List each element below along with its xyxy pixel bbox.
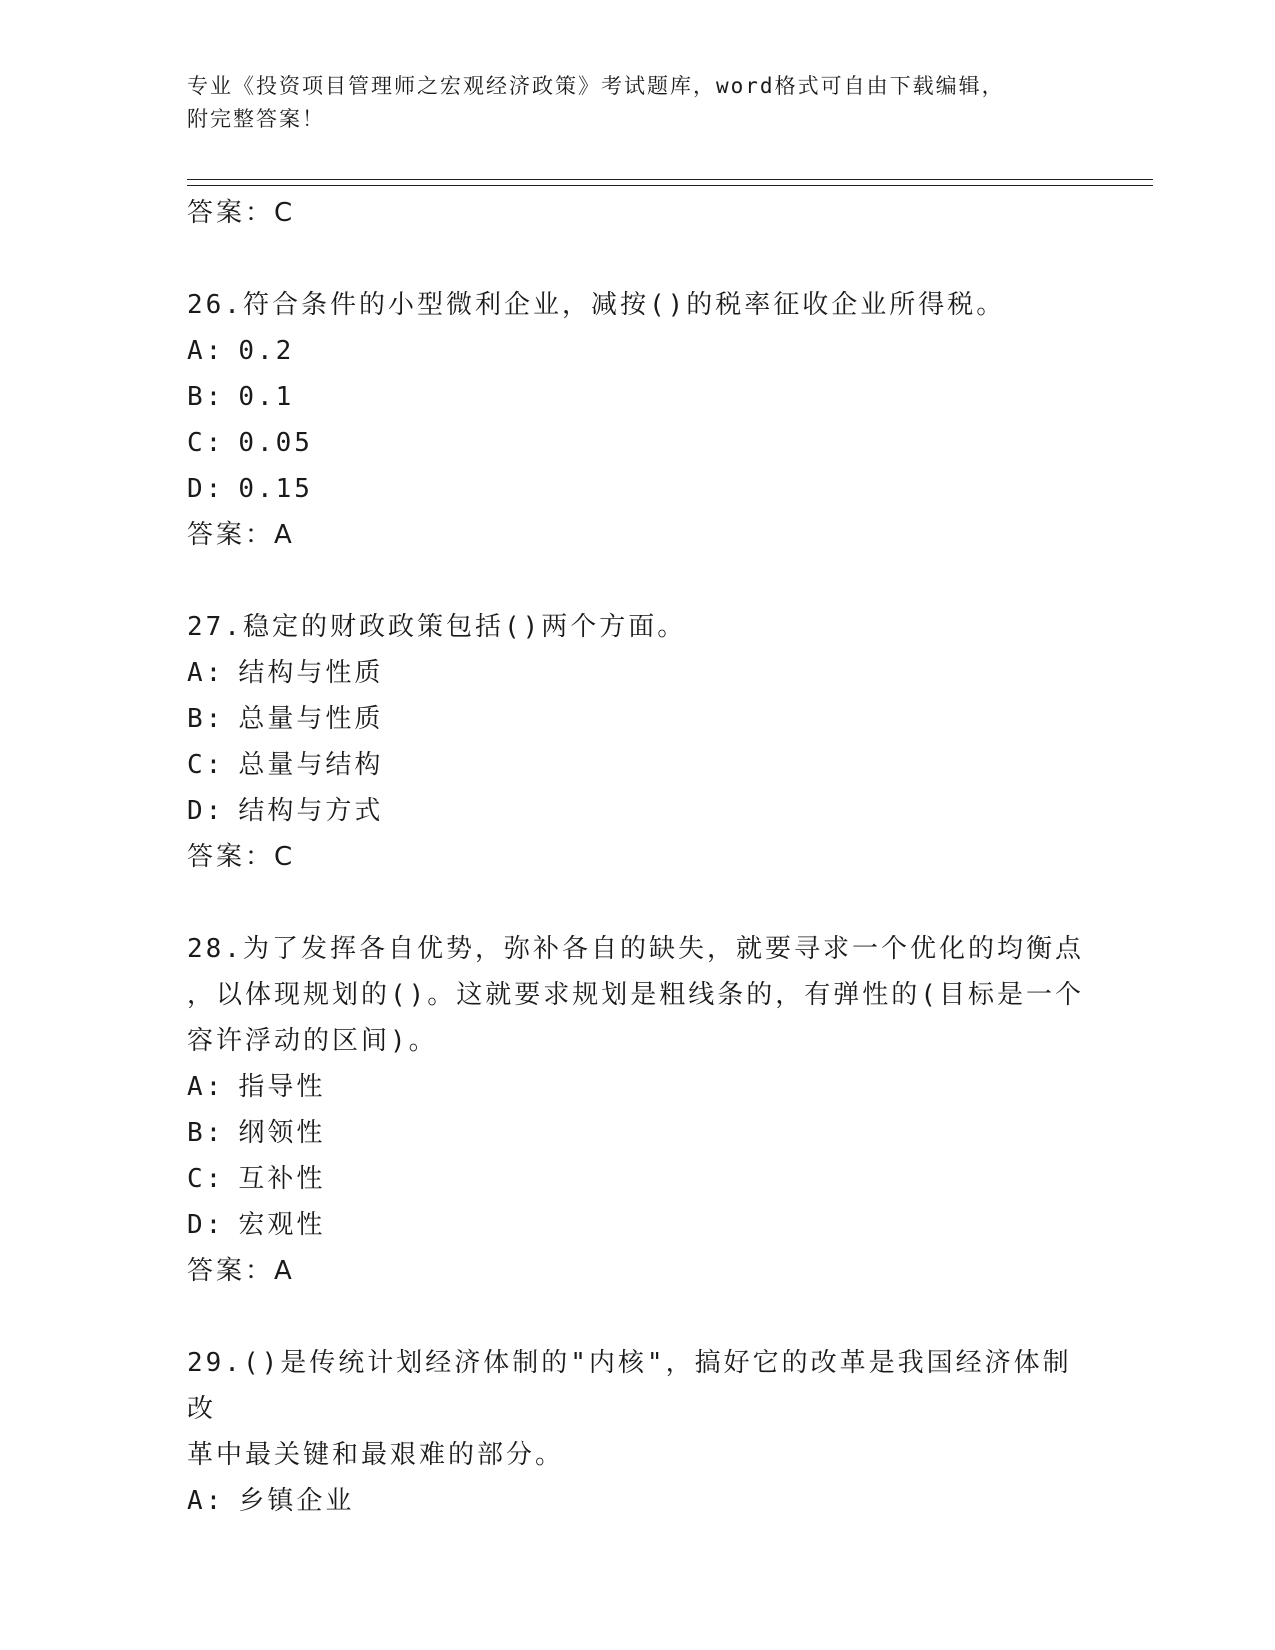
option-letter: D: (187, 1210, 225, 1240)
question-stem-line: 28.为了发挥各自优势，弥补各自的缺失，就要寻求一个优化的均衡点 (187, 934, 1084, 964)
option-d (187, 1202, 1087, 1248)
answer-line: 答案：A (187, 1256, 295, 1286)
option-text: 0.15 (238, 474, 313, 504)
question-stem-line: 容许浮动的区间)。 (187, 1026, 438, 1056)
option-c (187, 1156, 1087, 1202)
question-28 (187, 926, 1087, 1294)
question-29 (187, 1340, 1087, 1524)
option-a (187, 650, 1087, 696)
option-text: 总量与结构 (238, 750, 384, 780)
question-26 (187, 282, 1087, 558)
option-letter: D: (187, 796, 225, 826)
option-letter: B: (187, 1118, 225, 1148)
header-divider (187, 179, 1153, 186)
header-line-2: 附完整答案！ (187, 107, 325, 131)
option-letter: D: (187, 474, 225, 504)
document-body (187, 190, 1087, 1524)
option-a (187, 328, 1087, 374)
question-stem (187, 1340, 1087, 1478)
question-stem-line: ，以体现规划的()。这就要求规划是粗线条的，有弹性的(目标是一个 (187, 980, 1084, 1010)
option-b (187, 696, 1087, 742)
option-letter: B: (187, 704, 225, 734)
option-text: 纲领性 (238, 1118, 326, 1148)
question-27 (187, 604, 1087, 880)
option-letter: A: (187, 336, 225, 366)
question-stem-line: 革中最关键和最艰难的部分。 (187, 1440, 565, 1470)
option-letter: A: (187, 658, 225, 688)
option-text: 指导性 (238, 1072, 326, 1102)
question-stem (187, 926, 1087, 1064)
question-stem (187, 282, 1087, 328)
option-b (187, 374, 1087, 420)
option-text: 0.1 (238, 382, 295, 412)
document-header (187, 70, 1087, 136)
answer-line: 答案：C (187, 198, 296, 228)
option-letter: C: (187, 1164, 225, 1194)
option-text: 结构与方式 (238, 796, 384, 826)
option-d (187, 788, 1087, 834)
option-letter: B: (187, 382, 225, 412)
option-text: 互补性 (238, 1164, 326, 1194)
option-text: 乡镇企业 (238, 1486, 355, 1516)
option-a (187, 1064, 1087, 1110)
option-letter: A: (187, 1486, 225, 1516)
answer-line: 答案：A (187, 520, 295, 550)
question-stem-line: 27.稳定的财政政策包括()两个方面。 (187, 612, 687, 642)
option-c (187, 742, 1087, 788)
question-stem-line: 26.符合条件的小型微利企业，减按()的税率征收企业所得税。 (187, 290, 1006, 320)
option-letter: C: (187, 428, 225, 458)
question-stem-line: 29.()是传统计划经济体制的"内核"，搞好它的改革是我国经济体制改 (187, 1348, 1072, 1424)
option-text: 总量与性质 (238, 704, 384, 734)
option-b (187, 1110, 1087, 1156)
header-line-1: 专业《投资项目管理师之宏观经济政策》考试题库，word格式可自由下载编辑， (187, 74, 1005, 98)
option-d (187, 466, 1087, 512)
option-text: 结构与性质 (238, 658, 384, 688)
option-a (187, 1478, 1087, 1524)
question-stem (187, 604, 1087, 650)
option-text: 0.05 (238, 428, 313, 458)
option-letter: C: (187, 750, 225, 780)
option-letter: A: (187, 1072, 225, 1102)
option-c (187, 420, 1087, 466)
answer-line: 答案：C (187, 842, 296, 872)
option-text: 0.2 (238, 336, 295, 366)
option-text: 宏观性 (238, 1210, 326, 1240)
